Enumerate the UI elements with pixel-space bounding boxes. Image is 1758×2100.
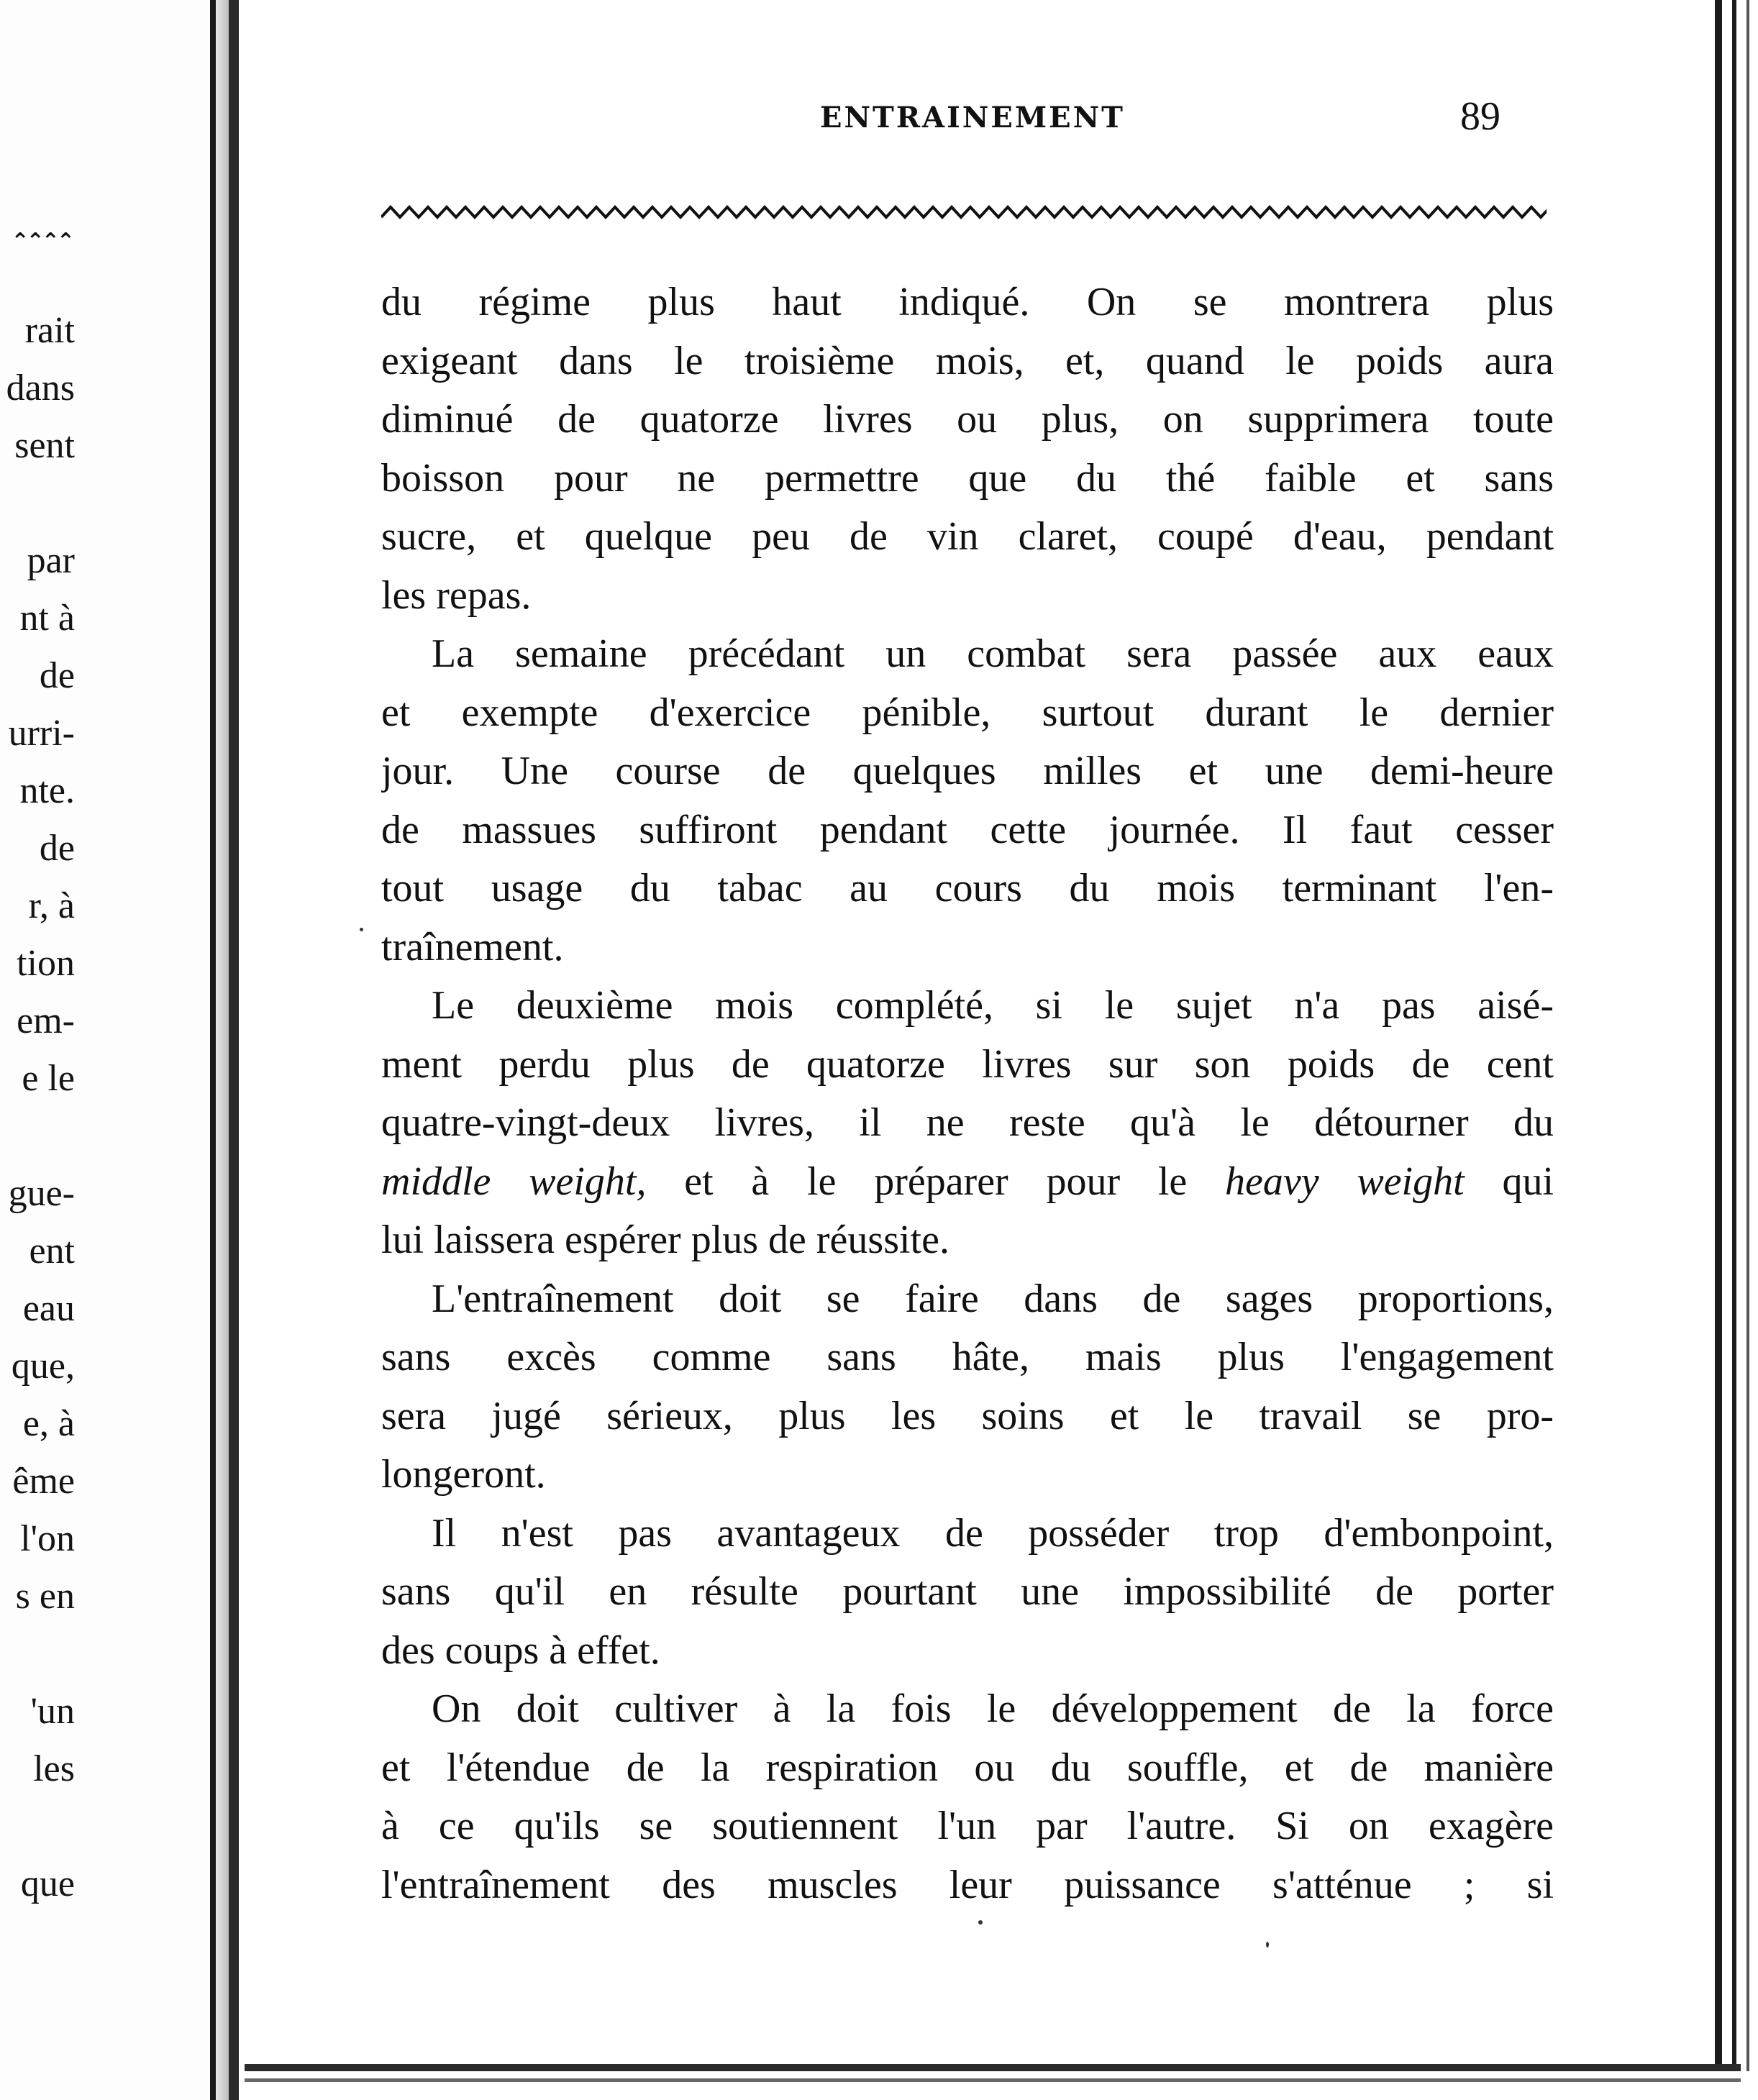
- left-page-fragment: rait: [24, 310, 75, 351]
- text-line-mixed: [381, 1153, 1554, 1212]
- text-line: à ce qu'ils se soutiennent l'un par l'autre. Si on exagère: [381, 1804, 1554, 1848]
- text-line: jour. Une course de quelques milles et une demi-heure: [381, 749, 1554, 793]
- text-line: diminué de quatorze livres ou plus, on supprimera toute: [381, 397, 1554, 442]
- left-page-fragment: nt à: [19, 598, 75, 639]
- text-line: les repas.: [381, 572, 532, 618]
- text-line: Il n'est pas avantageux de posséder trop d'embonpoint,: [432, 1510, 1554, 1556]
- text-line: traînement.: [381, 924, 564, 969]
- left-page-fragment: e, à: [22, 1403, 75, 1444]
- text-line: des coups à effet.: [381, 1628, 660, 1673]
- text-line: ment perdu plus de quatorze livres sur son poids de cent: [381, 1041, 1554, 1087]
- text-line: sans excès comme sans hâte, mais plus l'engagement: [381, 1335, 1554, 1379]
- left-page-text-fragments: [0, 0, 75, 2100]
- text-line: lui laissera espérer plus de réussite.: [381, 1218, 949, 1262]
- left-page-fragment: s en: [15, 1576, 75, 1617]
- text-line: quatre-vingt-deux livres, il ne reste qu'à le détourner du: [381, 1100, 1554, 1145]
- left-page-fragment: eau: [22, 1288, 75, 1329]
- left-page-fragment: e le: [22, 1058, 75, 1099]
- left-page-fragment: que,: [11, 1346, 75, 1387]
- text-line: longeront.: [381, 1452, 546, 1497]
- left-page-fragment: urri-: [8, 713, 75, 754]
- left-page-fragment: nte.: [19, 770, 75, 811]
- left-page-fragment: 'un: [30, 1691, 75, 1732]
- left-page-fragment: gue-: [8, 1173, 75, 1214]
- paragraph-6: [381, 1680, 1554, 1914]
- left-page-fragment: que: [20, 1863, 75, 1904]
- page-number: 89: [1460, 94, 1500, 139]
- text-line: l'entraînement des muscles leur puissance s'atténue ; si: [381, 1862, 1554, 1907]
- text-line: sans qu'il en résulte pourtant une impossibilité de porter: [381, 1569, 1554, 1614]
- ornamental-rule: [381, 201, 1547, 223]
- left-page-fragment: ême: [12, 1461, 75, 1502]
- text-line: tout usage du tabac au cours du mois terminant l'en-: [381, 866, 1554, 910]
- left-page-fragment: par: [27, 540, 75, 581]
- text-run: qui: [1464, 1159, 1554, 1204]
- text-line: sucre, et quelque peu de vin claret, coupé d'eau, pendant: [381, 514, 1554, 559]
- left-page-fragment: de: [39, 655, 75, 696]
- left-page-fragment: tion: [17, 943, 75, 984]
- left-page-fragment: sent: [14, 425, 75, 466]
- text-line: Le deuxième mois complété, si le sujet n'a pas aisé-: [432, 983, 1554, 1028]
- gutter-shadow: [216, 0, 229, 2100]
- page-edge-right-3: [1746, 0, 1749, 2071]
- page-edge-bottom-2: [245, 2078, 1741, 2082]
- paragraph-4: [381, 1270, 1554, 1505]
- left-facing-page: [0, 0, 216, 2100]
- text-line: et exempte d'exercice pénible, surtout durant le dernier: [381, 690, 1554, 735]
- text-line: On doit cultiver à la fois le développement de la force: [432, 1686, 1554, 1731]
- left-page-fragment: dans: [6, 368, 75, 408]
- gutter-edge-left: [210, 0, 216, 2100]
- text-line: sera jugé sérieux, plus les soins et le travail se pro-: [381, 1393, 1554, 1438]
- page-edge-right-2: [1732, 0, 1736, 2071]
- gutter-edge-right: [229, 0, 239, 2100]
- italic-term: middle weight,: [381, 1159, 647, 1204]
- paper-speck: [1266, 1942, 1269, 1948]
- paragraph-5: [381, 1505, 1554, 1681]
- paragraph-1: [381, 273, 1554, 625]
- text-line: exigeant dans le troisième mois, et, quand le poids aura: [381, 338, 1554, 383]
- left-page-ornament: ⌃⌃⌃⌃: [11, 229, 72, 254]
- left-page-fragment: ent: [29, 1231, 75, 1272]
- paragraph-2: [381, 625, 1554, 977]
- page-edge-right: [1715, 0, 1722, 2071]
- text-line: du régime plus haut indiqué. On se montrera plus: [381, 280, 1554, 324]
- left-page-fragment: em-: [17, 1000, 75, 1041]
- text-line: et l'étendue de la respiration ou du souffle, et de manière: [381, 1745, 1554, 1790]
- paper-speck: [360, 928, 363, 931]
- left-page-fragment: de: [39, 828, 75, 869]
- left-page-fragment: les: [33, 1748, 75, 1789]
- text-line: L'entraînement doit se faire dans de sages proportions,: [432, 1276, 1554, 1321]
- running-title: ENTRAINEMENT: [820, 101, 1125, 134]
- text-line: boisson pour ne permettre que du thé faible et sans: [381, 455, 1554, 501]
- page-edge-bottom: [245, 2064, 1741, 2071]
- text-line: de massues suffiront pendant cette journée. Il faut cesser: [381, 807, 1554, 852]
- left-page-fragment: l'on: [20, 1518, 75, 1559]
- left-page-fragment: r, à: [28, 885, 75, 926]
- text-line: La semaine précédant un combat sera passée aux eaux: [432, 631, 1554, 676]
- italic-term: heavy weight: [1225, 1159, 1465, 1204]
- paragraph-3: [381, 977, 1554, 1270]
- body-text: [381, 273, 1554, 1914]
- text-run: et à le préparer pour le: [646, 1159, 1226, 1204]
- paper-speck: [978, 1920, 983, 1925]
